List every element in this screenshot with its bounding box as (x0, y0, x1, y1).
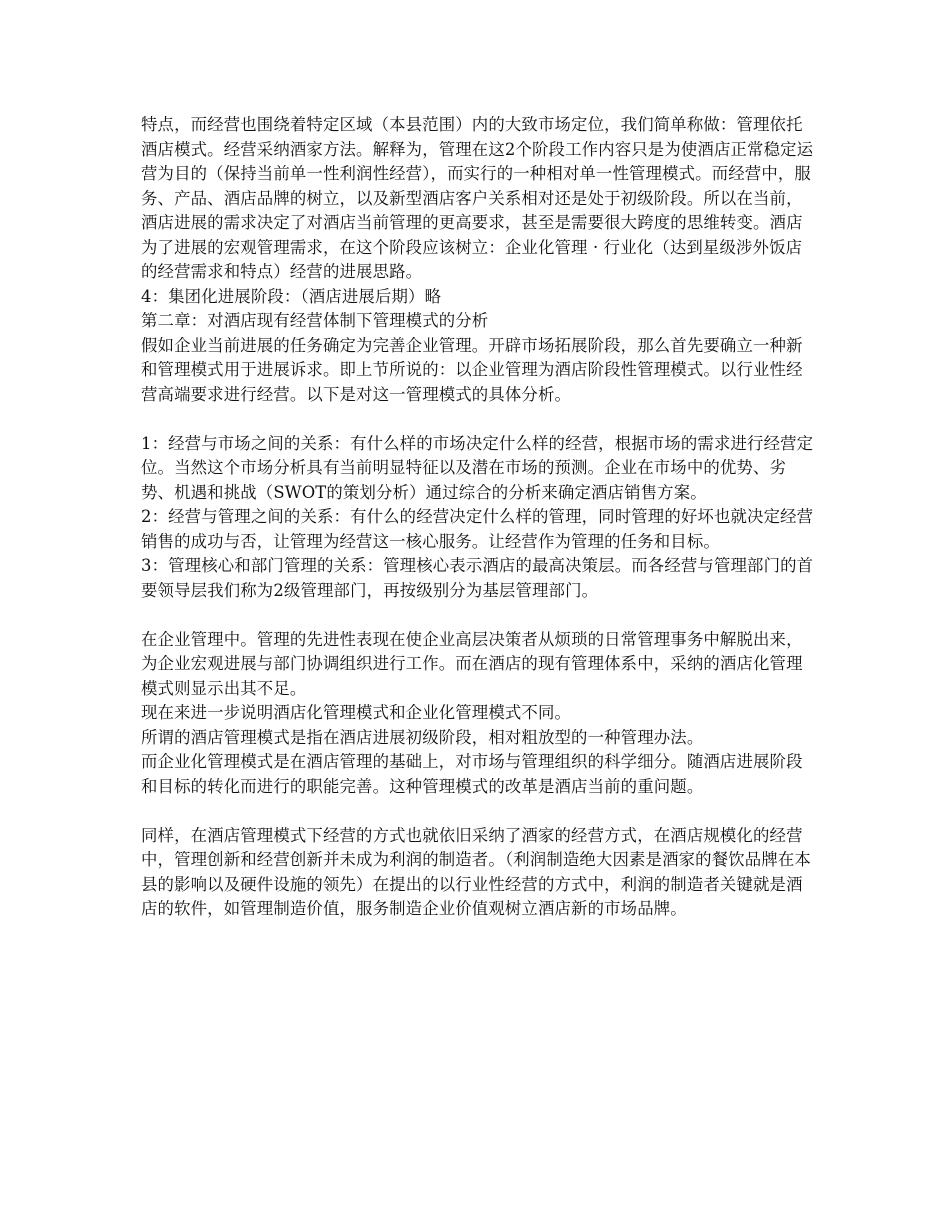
paragraph-point-3: 3：管理核心和部门管理的关系：管理核心表示酒店的最高决策层。而各经营与管理部门的首要领导层我们称为2级管理部门，再按级别分为基层管理部门。 (141, 556, 814, 600)
paragraph-further-explain: 现在来进一步说明酒店化管理模式和企业化管理模式不同。 (141, 703, 572, 722)
paragraph-conclusion: 同样，在酒店管理模式下经营的方式也就依旧采纳了酒家的经营方式，在酒店规模化的经营中，管理创新和经营创新并未成为利润的制造者。（利润制造绝大因素是酒家的餐饮品牌在本县的影响以及硬件设施的领先）在提出的以行业性经营的方式中，利润的制造者关键就是酒店的软件，如管理制造价值，服务制造企业价值观树立酒店新的市场品牌。 (141, 825, 811, 918)
paragraph-intro: 特点，而经营也围绕着特定区域（本县范围）内的大致市场定位，我们简单称做：管理依托酒店模式。经营采纳酒家方法。解释为，管理在这2个阶段工作内容只是为使酒店正常稳定运营为目的（保持当前单一性利润性经营），而实行的一种相对单一性管理模式。而经营中，服务、产品、酒店品牌的树立，以及新型酒店客户关系相对还是处于初级阶段。所以在当前，酒店进展的需求决定了对酒店当前管理的更高要求，甚至是需要很大跨度的思维转变。酒店为了进展的宏观管理需求，在这个阶段应该树立：企业化管理 · 行业化（达到星级涉外饭店的经营需求和特点）经营的进展思路。 (141, 115, 814, 281)
paragraph-point-1: 1：经营与市场之间的关系：有什么样的市场决定什么样的经营，根据市场的需求进行经营定位。当然这个市场分析具有当前明显特征以及潜在市场的预测。企业在市场中的优势、劣势、机遇和挑战（SWOT的策划分析）通过综合的分析来确定酒店销售方案。 (141, 433, 814, 502)
paragraph-enterprise-mode: 而企业化管理模式是在酒店管理的基础上，对市场与管理组织的科学细分。随酒店进展阶段和目标的转化而进行的职能完善。这种管理模式的改革是酒店当前的重问题。 (141, 752, 803, 796)
paragraph-spacer (141, 799, 817, 824)
paragraph-hotel-mode: 所谓的酒店管理模式是指在酒店进展初级阶段，相对粗放型的一种管理办法。 (141, 727, 704, 747)
paragraph-spacer (141, 407, 817, 432)
document-body (141, 113, 817, 922)
paragraph-chapter-intro: 假如企业当前进展的任务确定为完善企业管理。开辟市场拓展阶段，那么首先要确立一种新和管理模式用于进展诉求。即上节所说的：以企业管理为酒店阶段性管理模式。以行业性经营高端要求进行经营。以下是对这一管理模式的具体分析。 (141, 335, 803, 404)
chapter-heading: 第二章：对酒店现有经营体制下管理模式的分析 (141, 311, 489, 330)
paragraph-point-2: 2：经营与管理之间的关系：有什么的经营决定什么样的管理，同时管理的好坏也就决定经营销售的成功与否，让管理为经营这一核心服务。让经营作为管理的任务和目标。 (141, 507, 814, 551)
paragraph-stage-4: 4：集团化进展阶段：（酒店进展后期）略 (141, 286, 442, 306)
paragraph-enterprise-management: 在企业管理中。管理的先进性表现在使企业高层决策者从烦琐的日常管理事务中解脱出来，为企业宏观进展与部门协调组织进行工作。而在酒店的现有管理体系中，采纳的酒店化管理模式则显示出其不足。 (141, 629, 803, 698)
paragraph-spacer (141, 603, 817, 628)
